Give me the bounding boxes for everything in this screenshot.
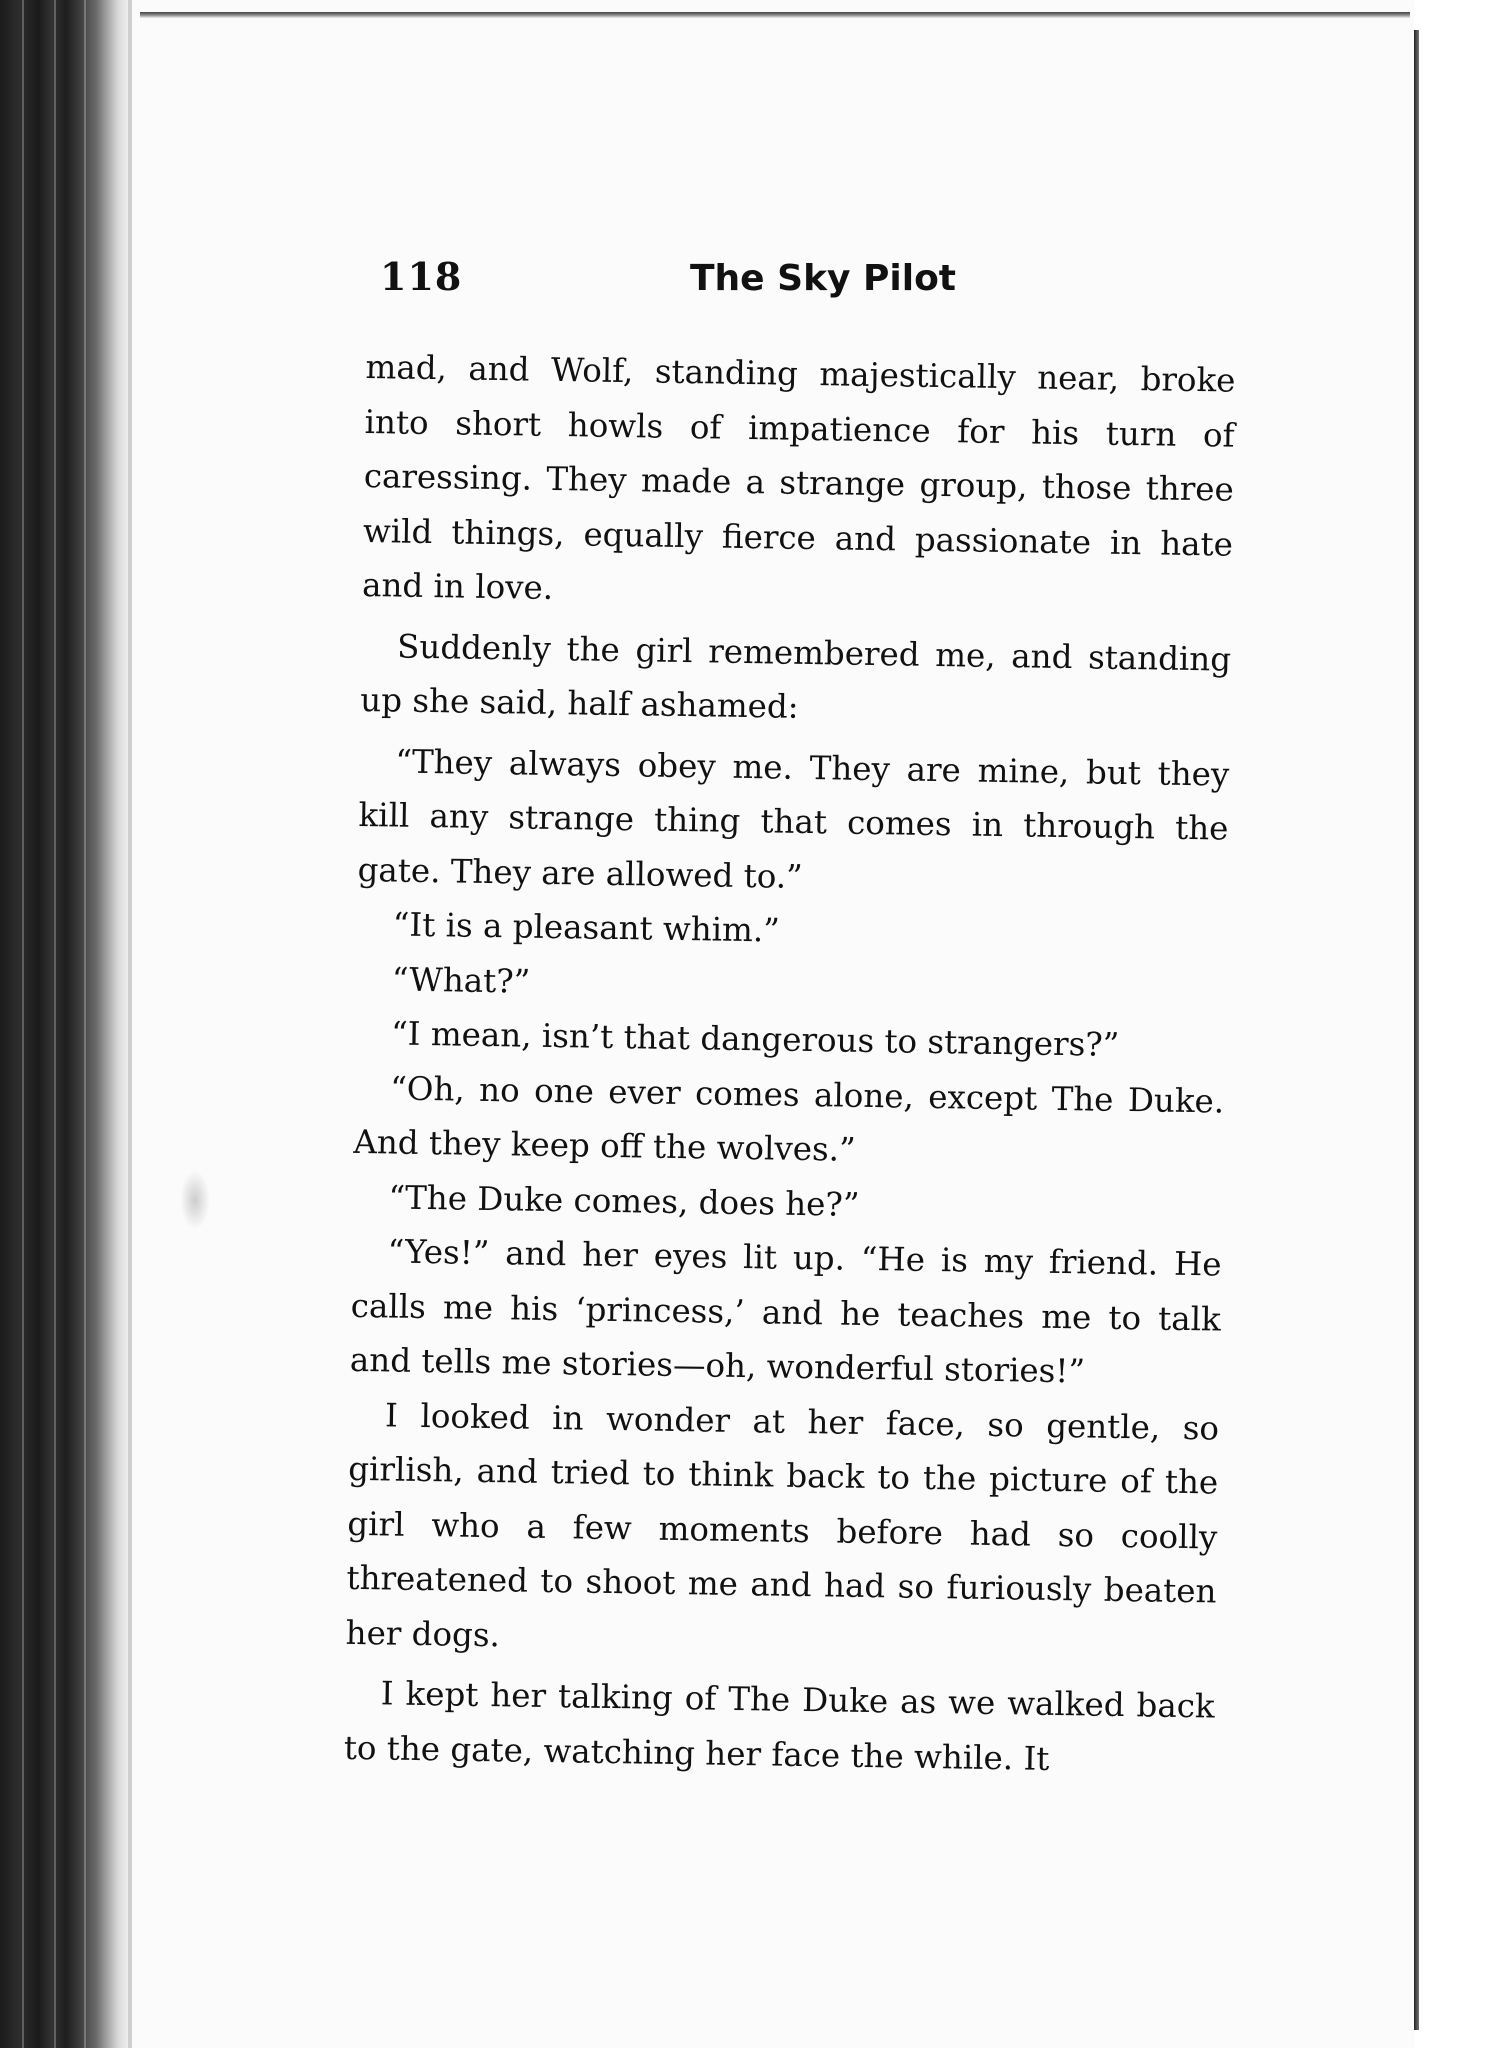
paragraph: Suddenly the girl remembered me, and standing up she said, half ashamed: bbox=[360, 627, 1232, 726]
paragraph: I kept her talking of The Duke as we walked back to the gate, watching her face the while. It bbox=[343, 1674, 1215, 1778]
page-gutter-line bbox=[1414, 30, 1419, 2030]
book-spine bbox=[0, 0, 128, 2048]
paragraph: “I mean, isn’t that dangerous to strangers?” bbox=[390, 1014, 1120, 1064]
paragraph: “What?” bbox=[391, 959, 531, 1001]
page-smudge bbox=[180, 1170, 210, 1230]
paragraph: I looked in wonder at her face, so gentle, so girlish, and tried to think back to the picture of the girl who a few moments before had so coolly threatened to shoot me and had so furiously beaten her dogs. bbox=[345, 1395, 1220, 1654]
spine-line bbox=[22, 0, 24, 2048]
paragraph: “They always obey me. They are mine, but they kill any strange thing that comes in through the gate. They are allowed to.” bbox=[357, 742, 1230, 896]
paragraph: “Yes!” and her eyes lit up. “He is my friend. He calls me his ‘princess,’ and he teaches me to talk and tells me stories—oh, wonderful stories!” bbox=[349, 1232, 1222, 1391]
page-number: 118 bbox=[380, 254, 463, 299]
page-top-edge bbox=[140, 12, 1410, 18]
running-head bbox=[380, 254, 1220, 310]
paragraph: “It is a pleasant whim.” bbox=[392, 905, 781, 950]
body-text bbox=[343, 340, 1236, 1794]
spine-line bbox=[84, 0, 86, 2048]
paragraph: “Oh, no one ever comes alone, except The Duke. And they keep off the wolves.” bbox=[353, 1068, 1225, 1169]
paragraph: mad, and Wolf, standing majestically near, broke into short howls of impatience for his turn of caressing. They made a strange group, those three wild things, equally fierce and passionate in hate and in love. bbox=[361, 347, 1236, 607]
spine-line bbox=[54, 0, 56, 2048]
book-title: The Sky Pilot bbox=[690, 258, 957, 299]
opposite-page-edge bbox=[1414, 0, 1488, 2048]
paragraph: “The Duke comes, does he?” bbox=[388, 1177, 860, 1224]
